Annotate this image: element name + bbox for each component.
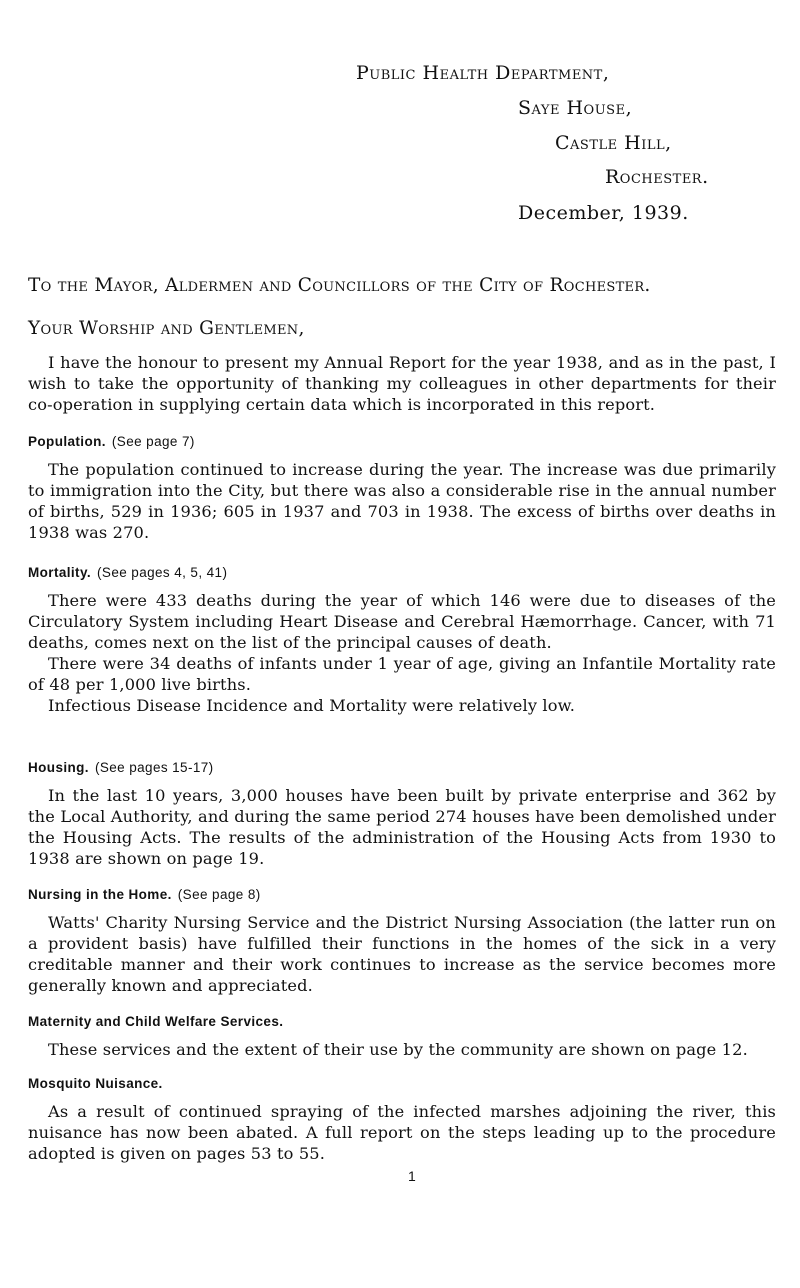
section-paragraph: Infectious Disease Incidence and Mortality were relatively low. [48, 696, 576, 715]
housing-section [28, 760, 776, 869]
section-paragraph: The population continued to increase during the year. The increase was due primarily to immigration into the City, but there was also a considerable rise in the annual number of births, 529 in 1936; 605 in 1937 and 703 in 1938. The excess of births over deaths in 1938 was 270. [28, 460, 776, 542]
page-reference: (See page 7) [111, 434, 195, 449]
heading-text: Housing. [28, 760, 89, 775]
heading-text: Nursing in the Home. [28, 887, 172, 902]
maternity-section [28, 1014, 776, 1060]
page-reference: (See page 8) [177, 887, 261, 902]
address-line-city: Rochester. [605, 166, 709, 188]
section-heading: Mosquito Nuisance. [28, 1076, 163, 1091]
heading-text: Mortality. [28, 565, 92, 580]
section-paragraph: As a result of continued spraying of the infected marshes adjoining the river, this nuisance has now been abated. A full report on the steps leading up to the procedure adopted is given on pages 53 to 55. [28, 1102, 776, 1163]
section-heading [28, 887, 776, 902]
mosquito-section [28, 1076, 776, 1164]
section-heading [28, 434, 776, 449]
intro-paragraph: I have the honour to present my Annual Report for the year 1938, and as in the past, I wish to take the opportunity of thanking my colleagues in other departments for their co-operation in supplying certain data which is incorporated in this report. [28, 353, 776, 414]
address-line-house: Saye House, [518, 97, 633, 119]
nursing-section [28, 887, 776, 996]
page-reference: (See pages 4, 5, 41) [97, 565, 228, 580]
section-heading [28, 760, 776, 775]
section-heading: Maternity and Child Welfare Services. [28, 1014, 284, 1029]
section-paragraph: In the last 10 years, 3,000 houses have been built by private enterprise and 362 by the Local Authority, and during the same period 274 houses have been demolished under the Housing Acts. The results of the administration of the Housing Acts from 1930 to 1938 are shown on page 19. [28, 786, 776, 868]
address-line-street: Castle Hill, [555, 132, 672, 154]
population-section [28, 434, 776, 543]
section-heading [28, 565, 776, 580]
intro-section [28, 352, 776, 415]
section-paragraph: There were 34 deaths of infants under 1 year of age, giving an Infantile Mortality rate of 48 per 1,000 live births. [28, 654, 776, 694]
section-paragraph: There were 433 deaths during the year of which 146 were due to diseases of the Circulatory System including Heart Disease and Cerebral Hæmorrhage. Cancer, with 71 deaths, comes next on the list of the principal causes of death. [28, 591, 776, 652]
letter-date: December, 1939. [518, 202, 689, 224]
section-paragraph: Watts' Charity Nursing Service and the District Nursing Association (the latter run on a provident basis) have fulfilled their functions in the homes of the sick in a very creditable manner and their work continues to increase as the service becomes more generally known and appreciated. [28, 913, 776, 995]
page-number: 1 [408, 1168, 416, 1184]
address-title: To the Mayor, Aldermen and Councillors of the City of Rochester. [28, 275, 651, 296]
address-line-department: Public Health Department, [356, 62, 610, 84]
section-paragraph: These services and the extent of their use by the community are shown on page 12. [48, 1040, 748, 1059]
mortality-section [28, 565, 776, 716]
heading-text: Population. [28, 434, 106, 449]
salutation: Your Worship and Gentlemen, [28, 318, 305, 339]
page-reference: (See pages 15-17) [94, 760, 214, 775]
